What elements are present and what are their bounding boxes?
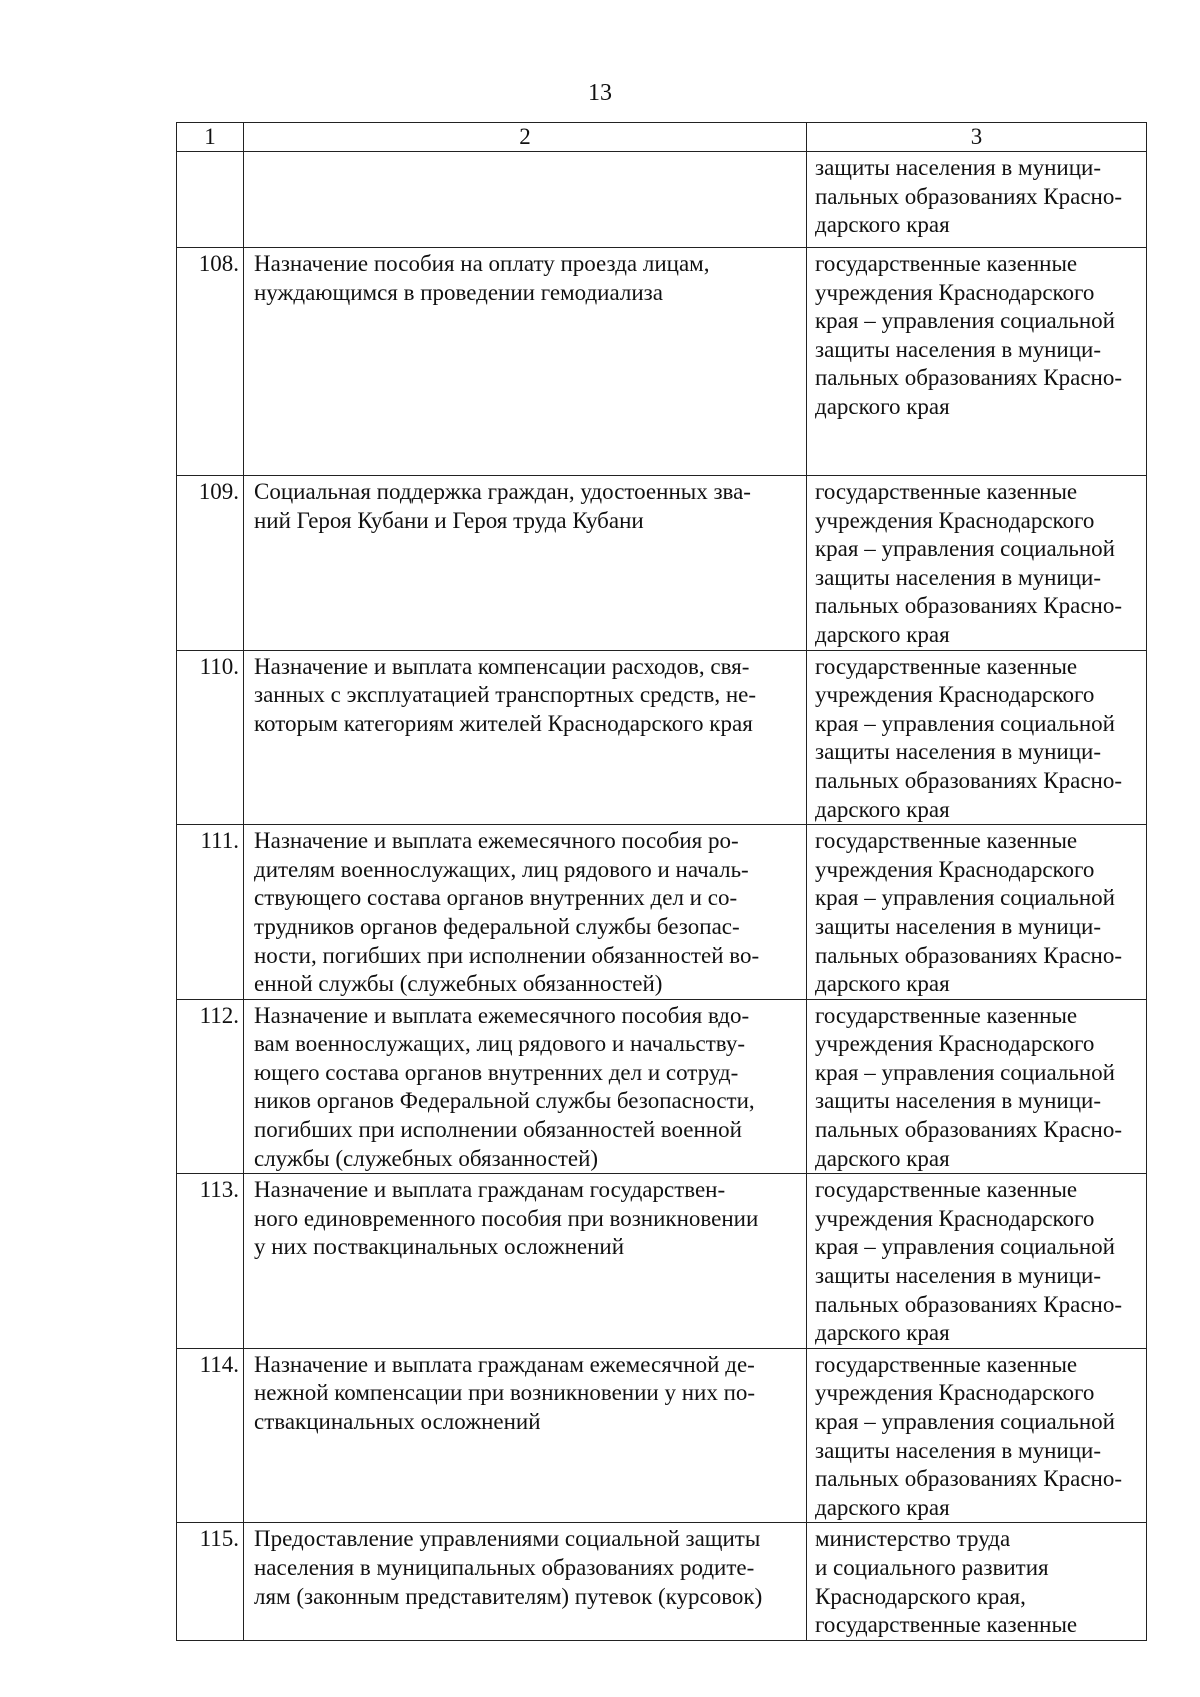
service-name-line: населения в муниципальных образованиях родите- [254,1554,755,1580]
service-name-line: Назначение и выплата гражданам государствен- [254,1177,726,1203]
organization-line: дарского края [815,1320,950,1346]
row-number: 113. [177,1174,244,1349]
organization-line: пальных образованиях Красно- [815,1466,1122,1492]
service-name-line: Социальная поддержка граждан, удостоенных зва- [254,479,751,504]
row-number: 108. [177,248,244,476]
organization-line: дарского края [815,212,950,238]
service-name [244,999,807,1174]
organization-line: учреждения Краснодарского [815,279,1095,305]
table-row [177,1348,1147,1523]
organization-line: дарского края [815,621,950,647]
service-name-line: вам военнослужащих, лиц рядового и начальству- [254,1031,745,1057]
organization-line: защиты населения в муници- [815,1437,1101,1463]
table-row [177,825,1147,1000]
service-name-line: нуждающимся в проведении гемодиализа [254,279,663,305]
table-row [177,248,1147,476]
service-name-line: ствакцинальных осложнений [254,1409,541,1434]
service-name [244,1174,807,1349]
organization-line: пальных образованиях Красно- [815,1117,1122,1143]
responsible-organization [807,1523,1147,1640]
table-row [177,152,1147,248]
organization-line: и социального развития [815,1554,1049,1580]
services-table [176,122,1147,1641]
organization-line: государственные казенные [815,1612,1078,1638]
page-number: 13 [588,80,612,106]
service-name [244,152,807,248]
organization-line: государственные казенные [815,1351,1078,1377]
service-name-line: службы (служебных обязанностей) [254,1145,599,1171]
table-row [177,1174,1147,1349]
organization-line: пальных образованиях Красно- [815,183,1122,209]
column-header-number: 1 [177,123,244,152]
service-name-line: занных с эксплуатацией транспортных средств, не- [254,682,757,708]
organization-line: пальных образованиях Красно- [815,767,1122,793]
service-name-line: дителям военнослужащих, лиц рядового и началь- [254,856,749,882]
organization-line: защиты населения в муници- [815,564,1101,590]
responsible-organization [807,476,1147,651]
organization-line: защиты населения в муници- [815,155,1101,180]
organization-line: дарского края [815,796,950,822]
organization-line: защиты населения в муници- [815,739,1101,765]
service-name-line: которым категориям жителей Краснодарского края [254,710,753,736]
organization-line: пальных образованиях Красно- [815,593,1122,619]
service-name-line: ний Героя Кубани и Героя труда Кубани [254,507,644,533]
organization-line: защиты населения в муници- [815,1263,1101,1289]
responsible-organization [807,152,1147,248]
service-name-line: Назначение и выплата компенсации расходов, свя- [254,653,750,679]
service-name [244,1523,807,1640]
table-body [177,152,1147,1641]
organization-line: края – управления социальной [815,308,1115,334]
organization-line: пальных образованиях Красно- [815,1291,1122,1317]
service-name [244,476,807,651]
responsible-organization [807,999,1147,1174]
service-name-line: ствующего состава органов внутренних дел и со- [254,885,738,911]
organization-line: края – управления социальной [815,536,1115,562]
organization-line: края – управления социальной [815,710,1115,736]
service-name-line: енной службы (служебных обязанностей) [254,971,663,997]
table-row [177,999,1147,1174]
organization-line: Краснодарского края, [815,1583,1026,1609]
organization-line: защиты населения в муници- [815,336,1101,362]
column-header-service: 2 [244,123,807,152]
organization-line: государственные казенные [815,828,1078,854]
responsible-organization [807,1348,1147,1523]
service-name [244,248,807,476]
responsible-organization [807,248,1147,476]
service-name-line: ющего состава органов внутренних дел и сотруд- [254,1059,739,1085]
row-number: 112. [177,999,244,1174]
organization-line: пальных образованиях Красно- [815,365,1122,391]
service-name-line: Назначение и выплата гражданам ежемесячной де- [254,1351,755,1377]
organization-line: защиты населения в муници- [815,913,1101,939]
organization-line: государственные казенные [815,1002,1078,1028]
service-name-line: Назначение и выплата ежемесячного пособия вдо- [254,1002,750,1028]
row-number: 111. [177,825,244,1000]
organization-line: края – управления социальной [815,1234,1115,1260]
organization-line: государственные казенные [815,479,1078,504]
service-name-line: ности, погибших при исполнении обязанностей во- [254,942,760,968]
organization-line: дарского края [815,1145,950,1171]
organization-line: края – управления социальной [815,885,1115,911]
organization-line: пальных образованиях Красно- [815,942,1122,968]
organization-line: учреждения Краснодарского [815,1380,1095,1406]
organization-line: края – управления социальной [815,1059,1115,1085]
table-header-row [177,123,1147,152]
row-number [177,152,244,248]
organization-line: края – управления социальной [815,1409,1115,1434]
organization-line: учреждения Краснодарского [815,507,1095,533]
service-name [244,1348,807,1523]
service-name-line: Назначение и выплата ежемесячного пособия ро- [254,828,739,854]
service-name-line: ного единовременного пособия при возникновении [254,1205,759,1231]
organization-line: учреждения Краснодарского [815,1205,1095,1231]
service-name-line: лям (законным представителям) путевок (курсовок) [254,1583,763,1609]
organization-line: государственные казенные [815,1177,1078,1203]
row-number: 110. [177,650,244,825]
organization-line: защиты населения в муници- [815,1088,1101,1114]
service-name-line: нежной компенсации при возникновении у них по- [254,1380,756,1406]
service-name-line: у них поствакцинальных осложнений [254,1234,625,1260]
table-row [177,476,1147,651]
organization-line: государственные казенные [815,251,1078,276]
service-name-line: Назначение пособия на оплату проезда лицам, [254,251,710,276]
service-name-line: трудников органов федеральной службы безопас- [254,913,740,939]
column-header-organization: 3 [807,123,1147,152]
organization-line: дарского края [815,393,950,419]
organization-line: дарского края [815,1494,950,1520]
service-name-line: ников органов Федеральной службы безопасности, [254,1088,755,1114]
row-number: 115. [177,1523,244,1640]
service-name [244,650,807,825]
responsible-organization [807,650,1147,825]
service-name [244,825,807,1000]
organization-line: министерство труда [815,1526,1011,1552]
organization-line: учреждения Краснодарского [815,1031,1095,1057]
service-name-line: погибших при исполнении обязанностей военной [254,1117,742,1143]
organization-line: учреждения Краснодарского [815,682,1095,708]
table-row [177,1523,1147,1640]
organization-line: учреждения Краснодарского [815,856,1095,882]
row-number: 109. [177,476,244,651]
organization-line: государственные казенные [815,653,1078,679]
service-name-line: Предоставление управлениями социальной защиты [254,1526,761,1552]
table-row [177,650,1147,825]
organization-line: дарского края [815,971,950,997]
responsible-organization [807,1174,1147,1349]
responsible-organization [807,825,1147,1000]
row-number: 114. [177,1348,244,1523]
